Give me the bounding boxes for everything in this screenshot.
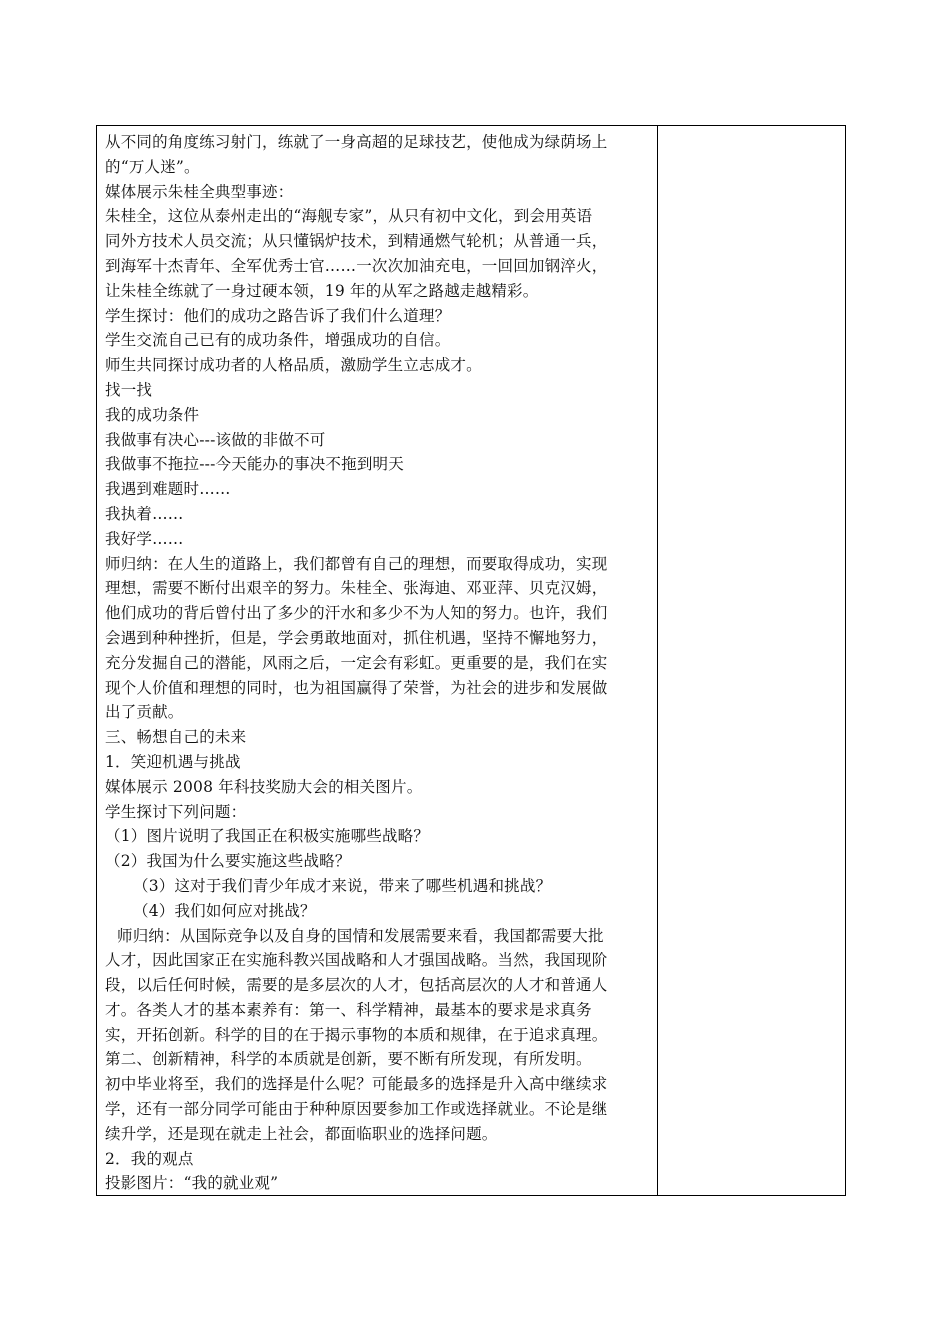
text-line: 从不同的角度练习射门，练就了一身高超的足球技艺，使他成为绿荫场上 (105, 133, 608, 151)
text-line: 的“万人迷”。 (105, 157, 200, 176)
text-line: 我的成功条件 (105, 405, 200, 424)
text-line: 才。各类人才的基本素养有：第一、科学精神，最基本的要求是求真务 (105, 1000, 592, 1019)
text-line: 理想，需要不断付出艰辛的努力。朱桂全、张海迪、邓亚萍、贝克汉姆， (105, 579, 608, 598)
section-heading: 三、畅想自己的未来 (105, 728, 247, 747)
text-line: 出了贡献。 (105, 703, 184, 722)
text-line: 充分发掘自己的潜能，风雨之后，一定会有彩虹。更重要的是，我们在实 (105, 653, 608, 672)
text-line: 人才，因此国家正在实施科教兴国战略和人才强国战略。当然，我国现阶 (105, 951, 608, 970)
text-line: 媒体展示 2008 年科技奖励大会的相关图片。 (105, 777, 423, 796)
question-item: （1）图片说明了我国正在积极实施哪些战略？ (105, 827, 430, 846)
text-line: 我遇到难题时…… (105, 480, 231, 499)
text-line: 我好学…… (105, 529, 184, 548)
text-line: 让朱桂全练就了一身过硬本领，19 年的从军之路越走越精彩。 (105, 281, 539, 300)
text-line: 实，开拓创新。科学的目的在于揭示事物的本质和规律，在于追求真理。 (105, 1025, 608, 1044)
text-line: 学，还有一部分同学可能由于种种原因要参加工作或选择就业。不论是继 (105, 1100, 608, 1119)
notes-cell (658, 126, 845, 1195)
text-line: 续升学，还是现在就走上社会，都面临职业的选择问题。 (105, 1124, 498, 1143)
question-item: （4）我们如何应对挑战？ (133, 901, 316, 920)
content-cell (97, 126, 658, 1195)
text-line: 他们成功的背后曾付出了多少的汗水和多少不为人知的努力。也许，我们 (105, 604, 608, 623)
text-line: 学生探讨下列问题： (105, 802, 247, 821)
text-line: 朱桂全，这位从泰州走出的“海舰专家”，从只有初中文化，到会用英语 (105, 207, 593, 226)
text-line: 现个人价值和理想的同时，也为祖国赢得了荣誉，为社会的进步和发展做 (105, 678, 608, 697)
text-line: 我执着…… (105, 504, 184, 523)
text-line: 到海军十杰青年、全军优秀士官……一次次加油充电，一回回加钢淬火， (105, 256, 608, 275)
text-line: 我做事不拖拉---今天能办的事决不拖到明天 (105, 455, 404, 474)
lesson-table (96, 125, 846, 1196)
text-line: 学生交流自己已有的成功条件，增强成功的自信。 (105, 331, 451, 350)
text-line: 段，以后任何时候，需要的是多层次的人才，包括高层次的人才和普通人 (105, 976, 608, 995)
text-line: 同外方技术人员交流；从只懂锅炉技术，到精通燃气轮机；从普通一兵， (105, 232, 608, 251)
subsection-heading: 2．我的观点 (105, 1149, 194, 1168)
text-line: 我做事有决心---该做的非做不可 (105, 430, 326, 449)
question-item: （3）这对于我们青少年成才来说，带来了哪些机遇和挑战？ (133, 876, 552, 895)
text-line: 找一找 (105, 380, 153, 399)
text-line: 第二、创新精神，科学的本质就是创新，要不断有所发现，有所发明。 (105, 1050, 592, 1069)
text-line: 会遇到种种挫折，但是，学会勇敢地面对，抓住机遇，坚持不懈地努力， (105, 628, 608, 647)
text-line: 师归纳：在人生的道路上，我们都曾有自己的理想，而要取得成功，实现 (105, 554, 608, 573)
text-line: 学生探讨：他们的成功之路告诉了我们什么道理？ (105, 306, 451, 325)
subsection-heading: 1．笑迎机遇与挑战 (105, 752, 241, 771)
text-line: 师归纳：从国际竞争以及自身的国情和发展需要来看，我国都需要大批 (117, 926, 604, 945)
text-line: 初中毕业将至，我们的选择是什么呢？可能最多的选择是升入高中继续求 (105, 1075, 608, 1094)
text-line: 媒体展示朱桂全典型事迹： (105, 182, 294, 201)
text-line: 投影图片：“我的就业观” (105, 1174, 279, 1193)
text-line: 师生共同探讨成功者的人格品质，激励学生立志成才。 (105, 356, 482, 375)
question-item: （2）我国为什么要实施这些战略？ (105, 852, 351, 871)
